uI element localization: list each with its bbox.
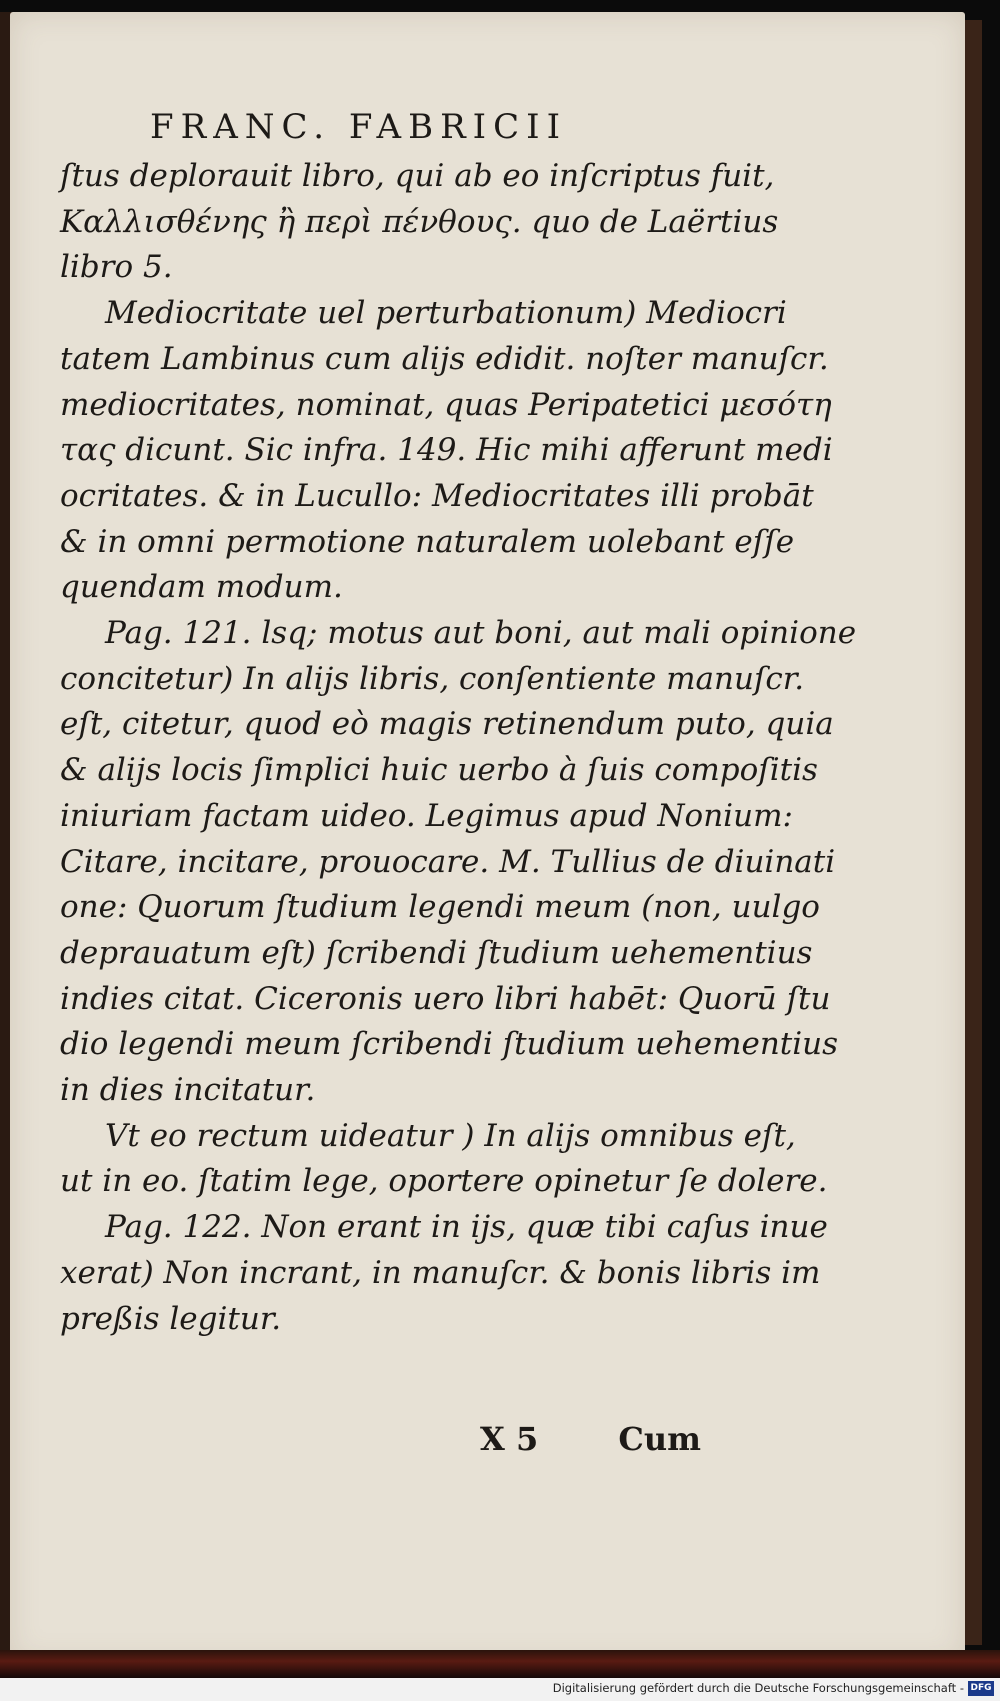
text-line: Citare, incitare, prouocare. M. Tullius de diuinati xyxy=(60,843,836,880)
text-line: Mediocritate uel perturbationum) Mediocri xyxy=(105,295,787,332)
text-line: Καλλισθένης ἢ περὶ πένθους. quo de Laërtius xyxy=(60,203,779,240)
text-line: indies citat. Ciceronis uero libri habēt: Quorū ſtu xyxy=(60,980,831,1017)
text-line: deprauatum eſt) ſcribendi ſtudium uehementius xyxy=(60,934,813,971)
text-line: ocritates. & in Lucullo: Mediocritates illi probāt xyxy=(60,477,814,514)
text-line: preßis legitur. xyxy=(60,1300,282,1337)
text-line: iniuriam factam uideo. Legimus apud Nonium: xyxy=(60,797,793,834)
text-line: & in omni permotione naturalem uolebant eſſe xyxy=(60,523,795,560)
footer-credit: Digitalisierung gefördert durch die Deutsche Forschungsgemeinschaft - xyxy=(552,1681,964,1695)
text-line: eſt, citetur, quod eò magis retinendum puto, quia xyxy=(60,706,834,743)
text-line: & alijs locis ſimplici huic uerbo à ſuis compoſitis xyxy=(60,752,818,789)
text-line: tatem Lambinus cum alijs edidit. noſter manuſcr. xyxy=(60,340,829,377)
text-line: quendam modum. xyxy=(60,569,343,606)
text-line: in dies incitatur. xyxy=(60,1072,316,1109)
text-line: dio legendi meum ſcribendi ſtudium uehementius xyxy=(60,1026,839,1063)
book-page xyxy=(10,12,965,1662)
text-line: Vt eo rectum uideatur ) In alijs omnibus eſt, xyxy=(105,1117,796,1154)
signature-line xyxy=(480,1420,701,1458)
text-line: mediocritates, nominat, quas Peripatetici μεσότη xyxy=(60,386,832,423)
dfg-logo: DFG xyxy=(968,1681,994,1696)
text-line: libro 5. xyxy=(60,249,173,286)
text-line: τας dicunt. Sic infra. 149. Hic mihi afferunt medi xyxy=(60,432,833,469)
text-line: ut in eo. ſtatim lege, oportere opinetur ſe dolere. xyxy=(60,1163,828,1200)
text-line: Pag. 122. Non erant in ijs, quæ tibi caſus inue xyxy=(105,1209,828,1246)
running-head: FRANC. FABRICII xyxy=(150,107,567,147)
text-line: one: Quorum ſtudium legendi meum (non, uulgo xyxy=(60,889,820,926)
text-line: Pag. 121. lsq; motus aut boni, aut mali opinione xyxy=(105,615,857,652)
body-text xyxy=(60,154,857,1342)
text-line: concitetur) In alijs libris, conſentiente manuſcr. xyxy=(60,660,805,697)
footer-strip xyxy=(0,1678,1000,1701)
signature-mark: X 5 xyxy=(480,1420,539,1458)
page-bottom-edge xyxy=(0,1650,1000,1678)
text-line: ſtus deplorauit libro, qui ab eo inſcriptus fuit, xyxy=(60,158,775,194)
text-line: xerat) Non incrant, in manuſcr. & bonis libris im xyxy=(60,1254,821,1291)
catchword: Cum xyxy=(618,1420,701,1458)
